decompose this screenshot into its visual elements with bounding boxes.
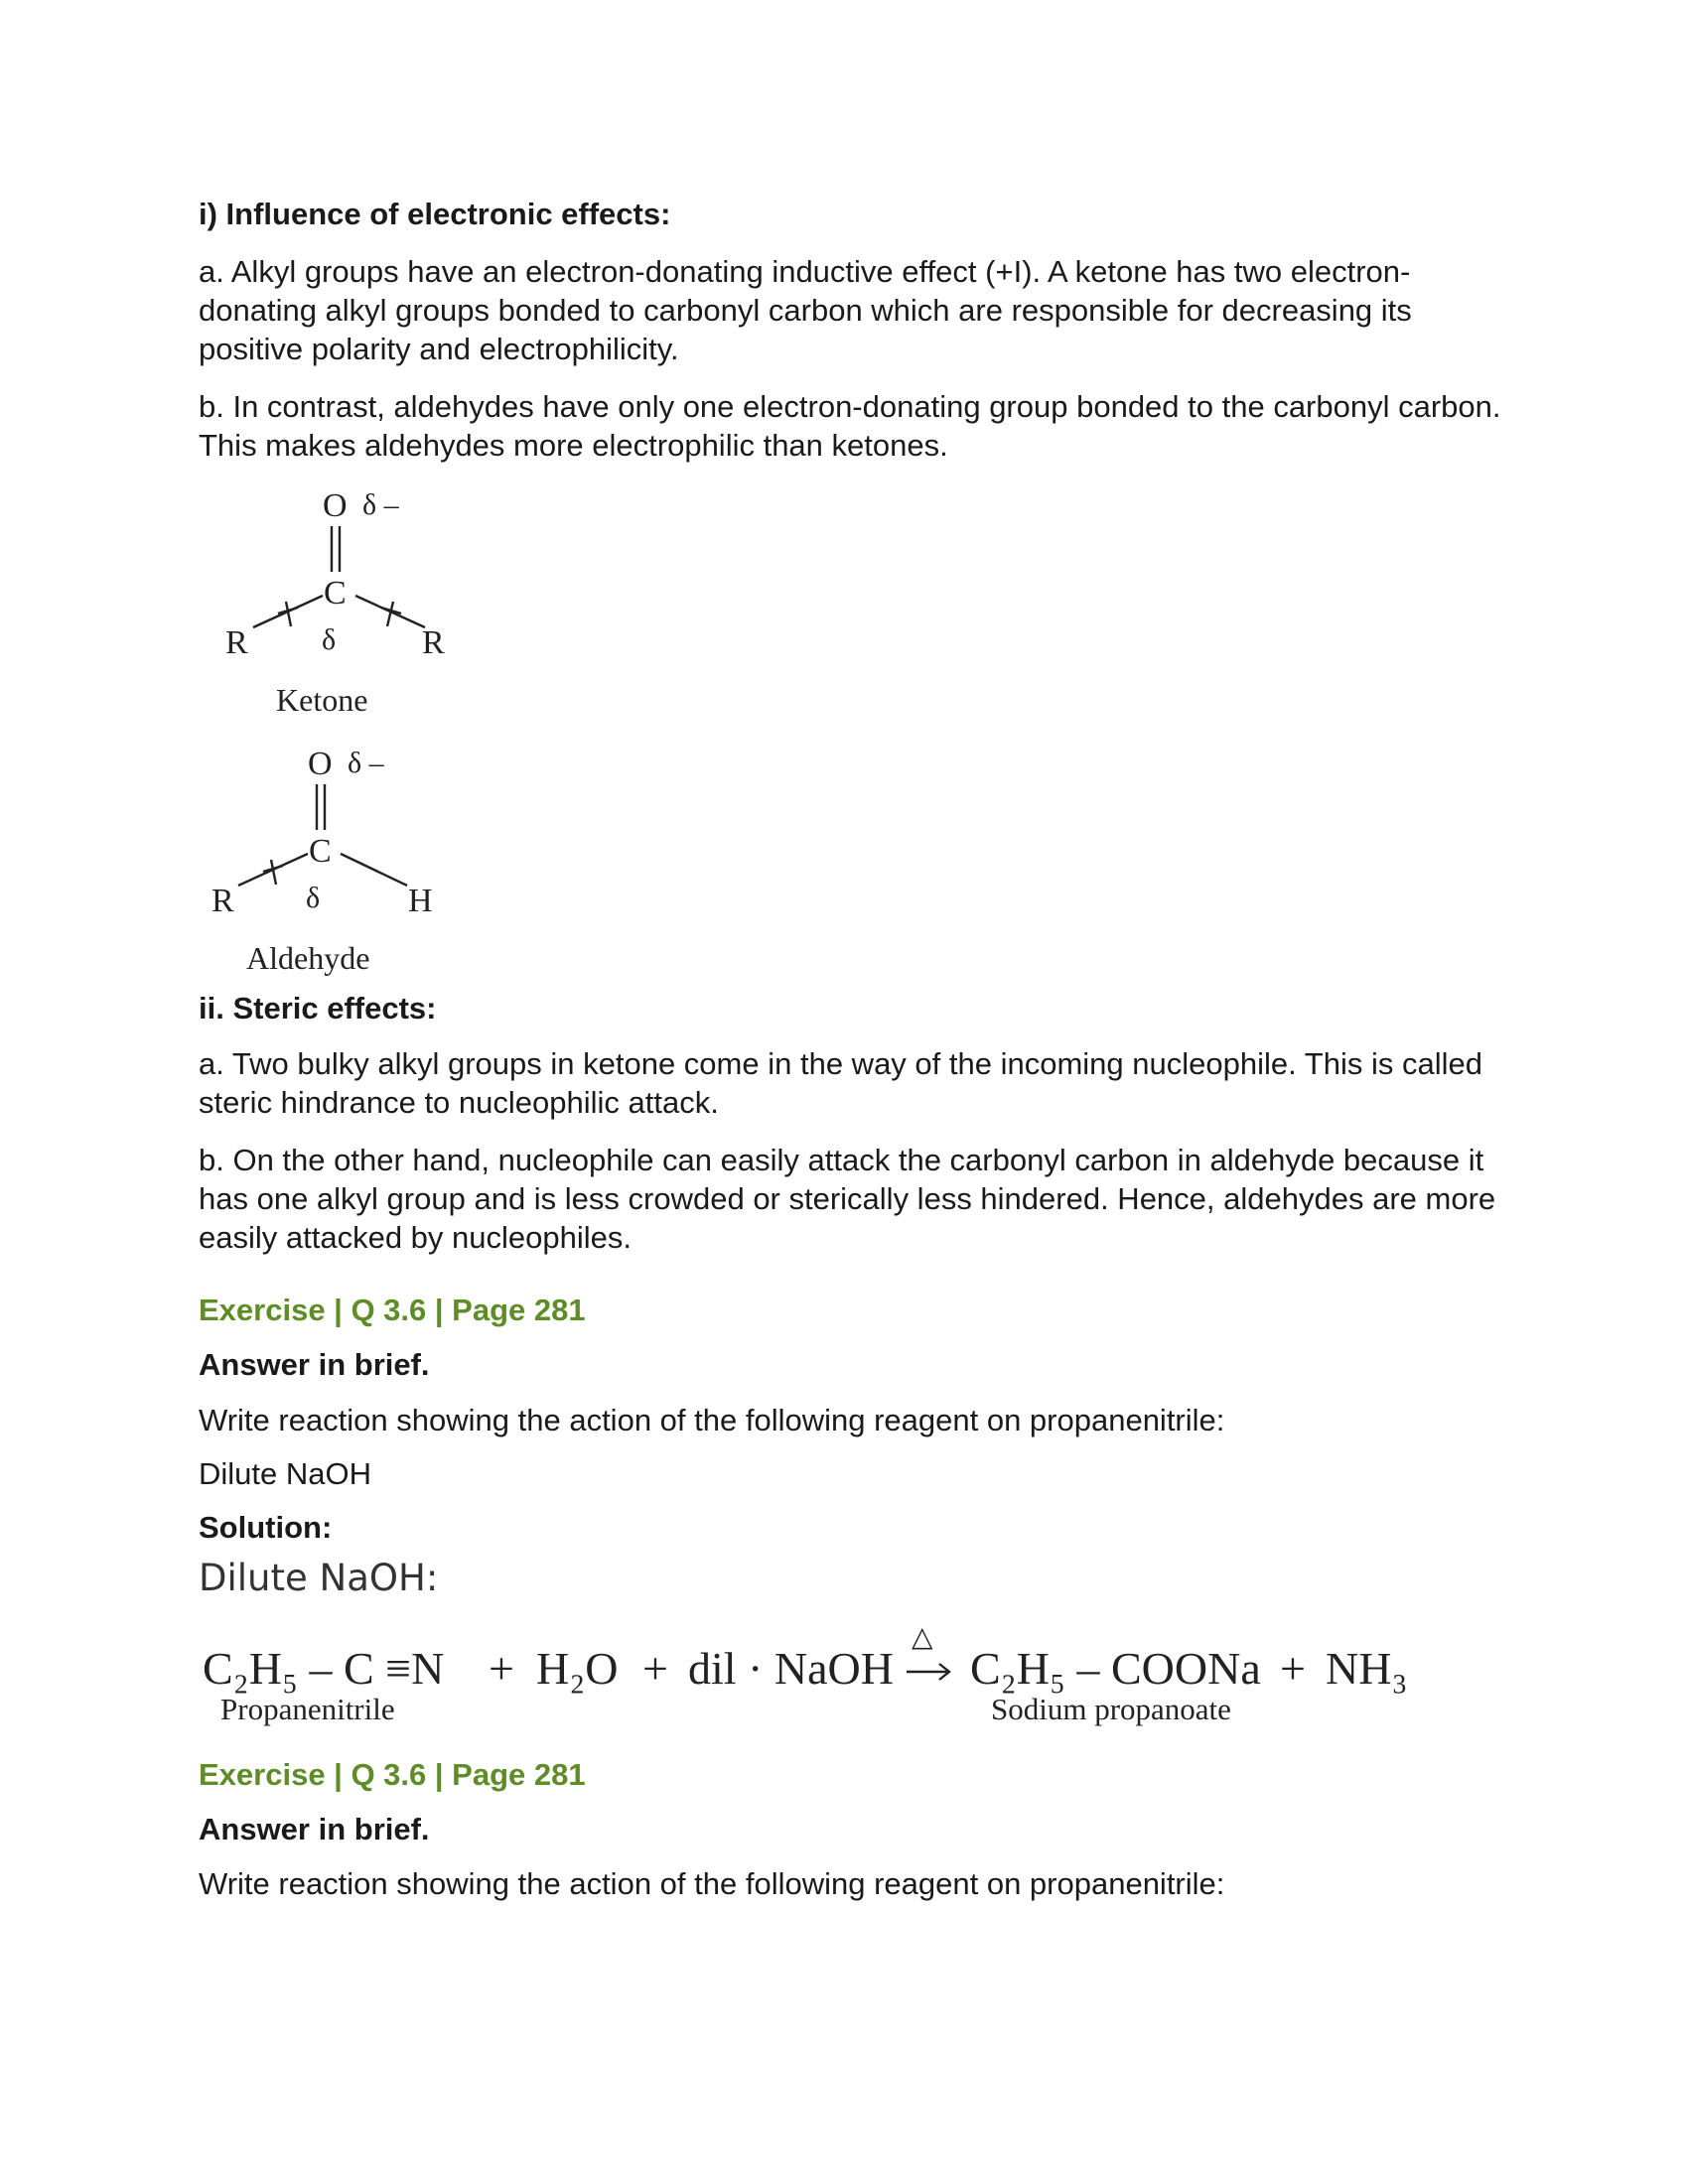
solution-label: Solution: <box>199 1510 333 1545</box>
ketone-caption: Ketone <box>276 682 368 718</box>
solution-title: Dilute NaOH: <box>199 1557 439 1599</box>
equation-propanenitrile-label: Propanenitrile <box>220 1692 395 1726</box>
equation-water: H₂O <box>536 1643 619 1694</box>
aldehyde-carbon-label: C <box>309 833 332 870</box>
aldehyde-h-label: H <box>408 883 433 919</box>
equation-heat-symbol: △ <box>912 1622 933 1653</box>
ketone-r-left-label: R <box>225 624 248 661</box>
equation-reagent-dil-naoh: dil · NaOH <box>688 1643 894 1694</box>
aldehyde-r-left-label: R <box>211 883 234 919</box>
aldehyde-caption: Aldehyde <box>246 940 370 976</box>
section-heading-electronic-effects: i) Influence of electronic effects: <box>199 197 671 231</box>
equation-plus-3: + <box>1280 1643 1306 1694</box>
equation-reactant-propanenitrile: C₂H₅ – C ≡N <box>203 1643 445 1694</box>
reaction-equation <box>199 1616 1519 1735</box>
page-content <box>199 195 1519 1903</box>
paragraph-steric-b: b. On the other hand, nucleophile can easily attack the carbonyl carbon in aldehyde because it has one alkyl group and is less crowded or sterically less hindered. Hence, aldehydes are more easily attacked by nucleophiles. <box>199 1143 1496 1255</box>
ketone-oxygen-label: O <box>323 487 348 524</box>
paragraph-steric-a: a. Two bulky alkyl groups in ketone come in the way of the incoming nucleophile. This is called steric hindrance to nucleophilic attack. <box>199 1046 1482 1120</box>
equation-arrow <box>907 1664 949 1680</box>
question-text-1: Write reaction showing the action of the following reagent on propanenitrile: <box>199 1403 1225 1437</box>
ketone-r-right-label: R <box>422 624 445 661</box>
exercise-reference-1: Exercise | Q 3.6 | Page 281 <box>199 1293 586 1327</box>
section-heading-steric-effects: ii. Steric effects: <box>199 991 437 1025</box>
equation-plus-2: + <box>642 1643 668 1694</box>
answer-in-brief-label-2: Answer in brief. <box>199 1812 430 1846</box>
paragraph-electronic-a: a. Alkyl groups have an electron-donating inductive effect (+I). A ketone has two electron-donating alkyl groups bonded to carbonyl carbon which are responsible for decreasing its positive polarity and electrophilicity. <box>199 254 1412 366</box>
ketone-delta-label: δ <box>322 623 337 656</box>
exercise-reference-2: Exercise | Q 3.6 | Page 281 <box>199 1757 586 1792</box>
question-text-2: Write reaction showing the action of the following reagent on propanenitrile: <box>199 1866 1225 1901</box>
aldehyde-oxygen-label: O <box>308 746 333 782</box>
ketone-delta-minus-label: δ – <box>362 488 399 521</box>
equation-ammonia: NH₃ <box>1326 1643 1408 1694</box>
answer-in-brief-label-1: Answer in brief. <box>199 1347 430 1382</box>
equation-sodium-propanoate-label: Sodium propanoate <box>991 1692 1231 1726</box>
ketone-carbon-label: C <box>324 575 347 612</box>
equation-plus-1: + <box>489 1643 514 1694</box>
ketone-structure-figure <box>199 473 477 721</box>
equation-product-sodium-propanoate: C₂H₅ – COONa <box>970 1643 1261 1694</box>
reagent-text-1: Dilute NaOH <box>199 1456 371 1491</box>
aldehyde-delta-label: δ <box>306 882 321 914</box>
aldehyde-structure-figure <box>199 731 477 979</box>
aldehyde-delta-minus-label: δ – <box>348 747 384 779</box>
paragraph-electronic-b: b. In contrast, aldehydes have only one electron-donating group bonded to the carbonyl carbon. This makes aldehydes more electrophilic than ketones. <box>199 389 1501 463</box>
